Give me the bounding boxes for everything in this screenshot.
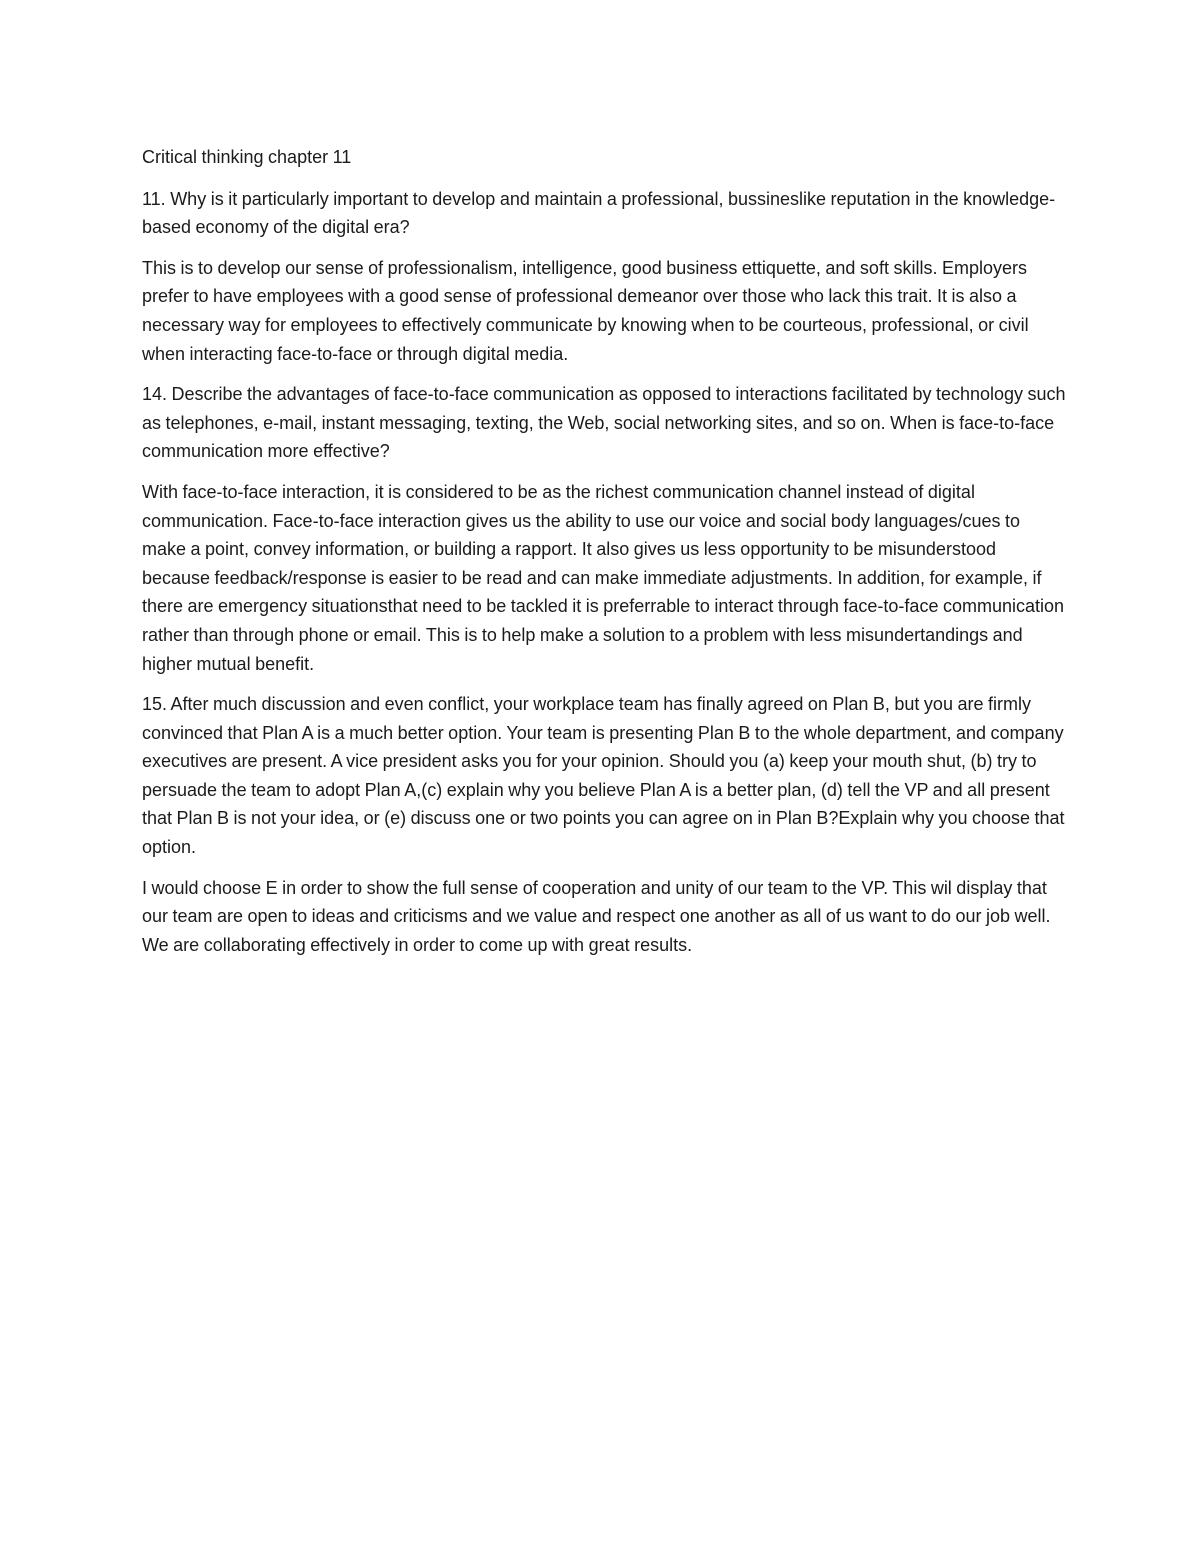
answer-11: This is to develop our sense of professionalism, intelligence, good business ettiquette, and soft skills. Employers prefer to have employees with a good sense of professional demeanor over those who lack this trait. It is also a necessary way for employees to effectively communicate by knowing when to be courteous, professional, or civil when interacting face-to-face or through digital media. bbox=[142, 257, 1029, 364]
answer-15: I would choose E in order to show the full sense of cooperation and unity of our team to the VP. This wil display that our team are open to ideas and criticisms and we value and respect one another as all of us want to do our job well. We are collaborating effectively in order to come up with great results. bbox=[142, 877, 1051, 955]
question-11: 11. Why is it particularly important to develop and maintain a professional, bussineslike reputation in the knowledge-based economy of the digital era? bbox=[142, 188, 1056, 238]
answer-14: With face-to-face interaction, it is considered to be as the richest communication channel instead of digital communication. Face-to-face interaction gives us the ability to use our voice and social body languages/cues to make a point, convey information, or building a rapport. It also gives us less opportunity to be misunderstood because feedback/response is easier to be read and can make immediate adjustments. In addition, for example, if there are emergency situationsthat need to be tackled it is preferrable to interact through face-to-face communication rather than through phone or email. This is to help make a solution to a problem with less misundertandings and higher mutual benefit. bbox=[142, 481, 1065, 674]
question-15: 15. After much discussion and even conflict, your workplace team has finally agreed on Plan B, but you are firmly convinced that Plan A is a much better option. Your team is presenting Plan B to the whole department, and company executives are present. A vice president asks you for your opinion. Should you (a) keep your mouth shut, (b) try to persuade the team to adopt Plan A,(c) explain why you believe Plan A is a better plan, (d) tell the VP and all present that Plan B is not your idea, or (e) discuss one or two points you can agree on in Plan B?Explain why you choose that option. bbox=[142, 694, 1065, 858]
question-14: 14. Describe the advantages of face-to-face communication as opposed to interactions facilitated by technology such as telephones, e-mail, instant messaging, texting, the Web, social networking sites, and so on. When is face-to-face communication more effective? bbox=[142, 384, 1066, 462]
document-body bbox=[142, 143, 1067, 971]
document-title: Critical thinking chapter 11 bbox=[142, 147, 352, 167]
